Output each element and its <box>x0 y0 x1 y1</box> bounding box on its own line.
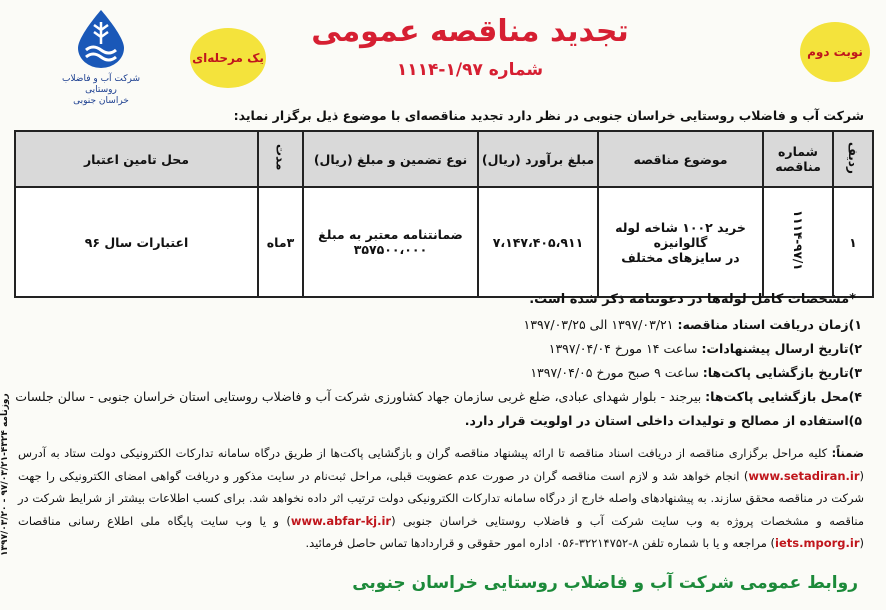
conditions-list <box>16 313 862 433</box>
iets-link[interactable]: iets.mporg.ir <box>775 536 860 550</box>
water-drop-icon <box>72 8 130 70</box>
cell-subject <box>598 187 763 297</box>
col-duration: مدت <box>258 131 303 187</box>
col-funding: محل تامین اعتبار <box>15 131 258 187</box>
tender-table <box>14 130 874 298</box>
subject-line1: خرید ۱۰۰۲ شاخه لوله گالوانیزه <box>615 219 746 250</box>
notice-paragraph: ضمناً: کلیه مراحل برگزاری مناقصه از دریافت اسناد مناقصه تا ارائه پیشنهاد مناقصه گران و بازگشایی پاکت‌ها از طریق درگاه سامانه تدارکات الکترونیکی دولت ستاد به آدرس (www.setadiran.ir) انجام خواهد شد و لازم است مناقصه گران در صورت عدم عضویت قبلی، مراحل ثبت‌نام در سایت مذکور و دریافت گواهی امضای الکترونیکی را جهت شرکت در مناقصه محقق سازند. به پیشنهادهای واصله خارج از درگاه سامانه تدارکات الکترونیکی دولت ترتیب اثر داده نخواهد شد. برای کسب اطلاعات بیشتر از شرایط شرکت در مناقصه و مشخصات پروژه به وب سایت شرکت آب و فاضلاب روستایی خراسان جنوبی (www.abfar-kj.ir) و یا وب سایت پایگاه ملی اطلاع رسانی مناقصات (iets.mporg.ir) مراجعه و یا با شماره تلفن ۸-۳۲۲۱۴۷۵۲-۰۵۶ اداره امور حقوقی و قراردادها تماس حاصل فرمائید. <box>18 446 864 550</box>
second-round-badge: نوبت دوم <box>800 22 870 82</box>
cell-row: ۱ <box>833 187 873 297</box>
table-row <box>15 187 873 297</box>
company-logo <box>46 8 156 107</box>
list-item: ۲)تاریخ ارسال پیشنهادات: ساعت ۱۴ مورخ ۱۳۹۷/۰۴/۰۴ <box>548 341 862 356</box>
cell-guarantee <box>303 187 478 297</box>
logo-caption-line1: شرکت آب و فاضلاب روستایی <box>61 74 141 95</box>
single-stage-badge: یک مرحله‌ای <box>190 28 266 88</box>
cell-number: ۱۱۱۴-۹۷/۱ <box>763 187 833 297</box>
tender-number: شماره ۱/۹۷-۱۱۱۴ <box>396 60 544 80</box>
col-row: ردیف <box>833 131 873 187</box>
list-item: ۱)زمان دریافت اسناد مناقصه: ۱۳۹۷/۰۳/۲۱ الی ۱۳۹۷/۰۳/۲۵ <box>523 317 862 332</box>
abfar-link[interactable]: www.abfar-kj.ir <box>290 513 392 528</box>
col-number: شماره مناقصه <box>763 131 833 187</box>
logo-caption-line2: خراسان جنوبی <box>73 96 129 106</box>
setadiran-link[interactable]: www.setadiran.ir <box>748 468 860 483</box>
col-guarantee: نوع تضمین و مبلغ (ریال) <box>303 131 478 187</box>
intro-text: شرکت آب و فاضلاب روستایی خراسان جنوبی در نظر دارد تجدید مناقصه‌ای با موضوع ذیل برگزار نماید: <box>233 108 864 123</box>
page-title: تجدید مناقصه عمومی <box>311 14 629 49</box>
table-header-row <box>15 131 873 187</box>
subject-line2: در سایزهای مختلف <box>621 249 740 265</box>
list-item: ۵)استفاده از مصالح و تولیدات داخلی استان در اولویت قرار دارد. <box>464 413 862 428</box>
col-subject: موضوع مناقصه <box>598 131 763 187</box>
list-item: ۳)تاریخ بازگشایی پاکت‌ها: ساعت ۹ صبح مورخ ۱۳۹۷/۰۴/۰۵ <box>530 365 862 380</box>
side-publication-note: روزنامه ۴۳۲۴-۹۷/۰۳/۲۱ - ۱۳۹۷/۰۳/۲۰ <box>0 393 10 557</box>
guarantee-line1: ضمانتنامه معتبر به مبلغ <box>318 227 463 242</box>
spec-note: *مشخصات کامل لوله‌ها در دعوتنامه ذکر شده است. <box>529 292 856 307</box>
cell-funding: اعتبارات سال ۹۶ <box>15 187 258 297</box>
footer-signature: روابط عمومی شرکت آب و فاضلاب روستایی خراسان جنوبی <box>352 573 858 593</box>
cell-estimate: ۷،۱۴۷،۴۰۵،۹۱۱ <box>478 187 598 297</box>
guarantee-line2: ۳۵۷۵۰۰،۰۰۰ <box>353 242 428 257</box>
col-estimate: مبلغ برآورد (ریال) <box>478 131 598 187</box>
cell-duration: ۳ماه <box>258 187 303 297</box>
list-item: ۴)محل بازگشایی پاکت‌ها: بیرجند - بلوار شهدای عبادی، ضلع غربی سازمان جهاد کشاورزی شرکت آب و فاضلاب روستایی استان خراسان جنوبی - سالن جلسات <box>15 389 862 404</box>
